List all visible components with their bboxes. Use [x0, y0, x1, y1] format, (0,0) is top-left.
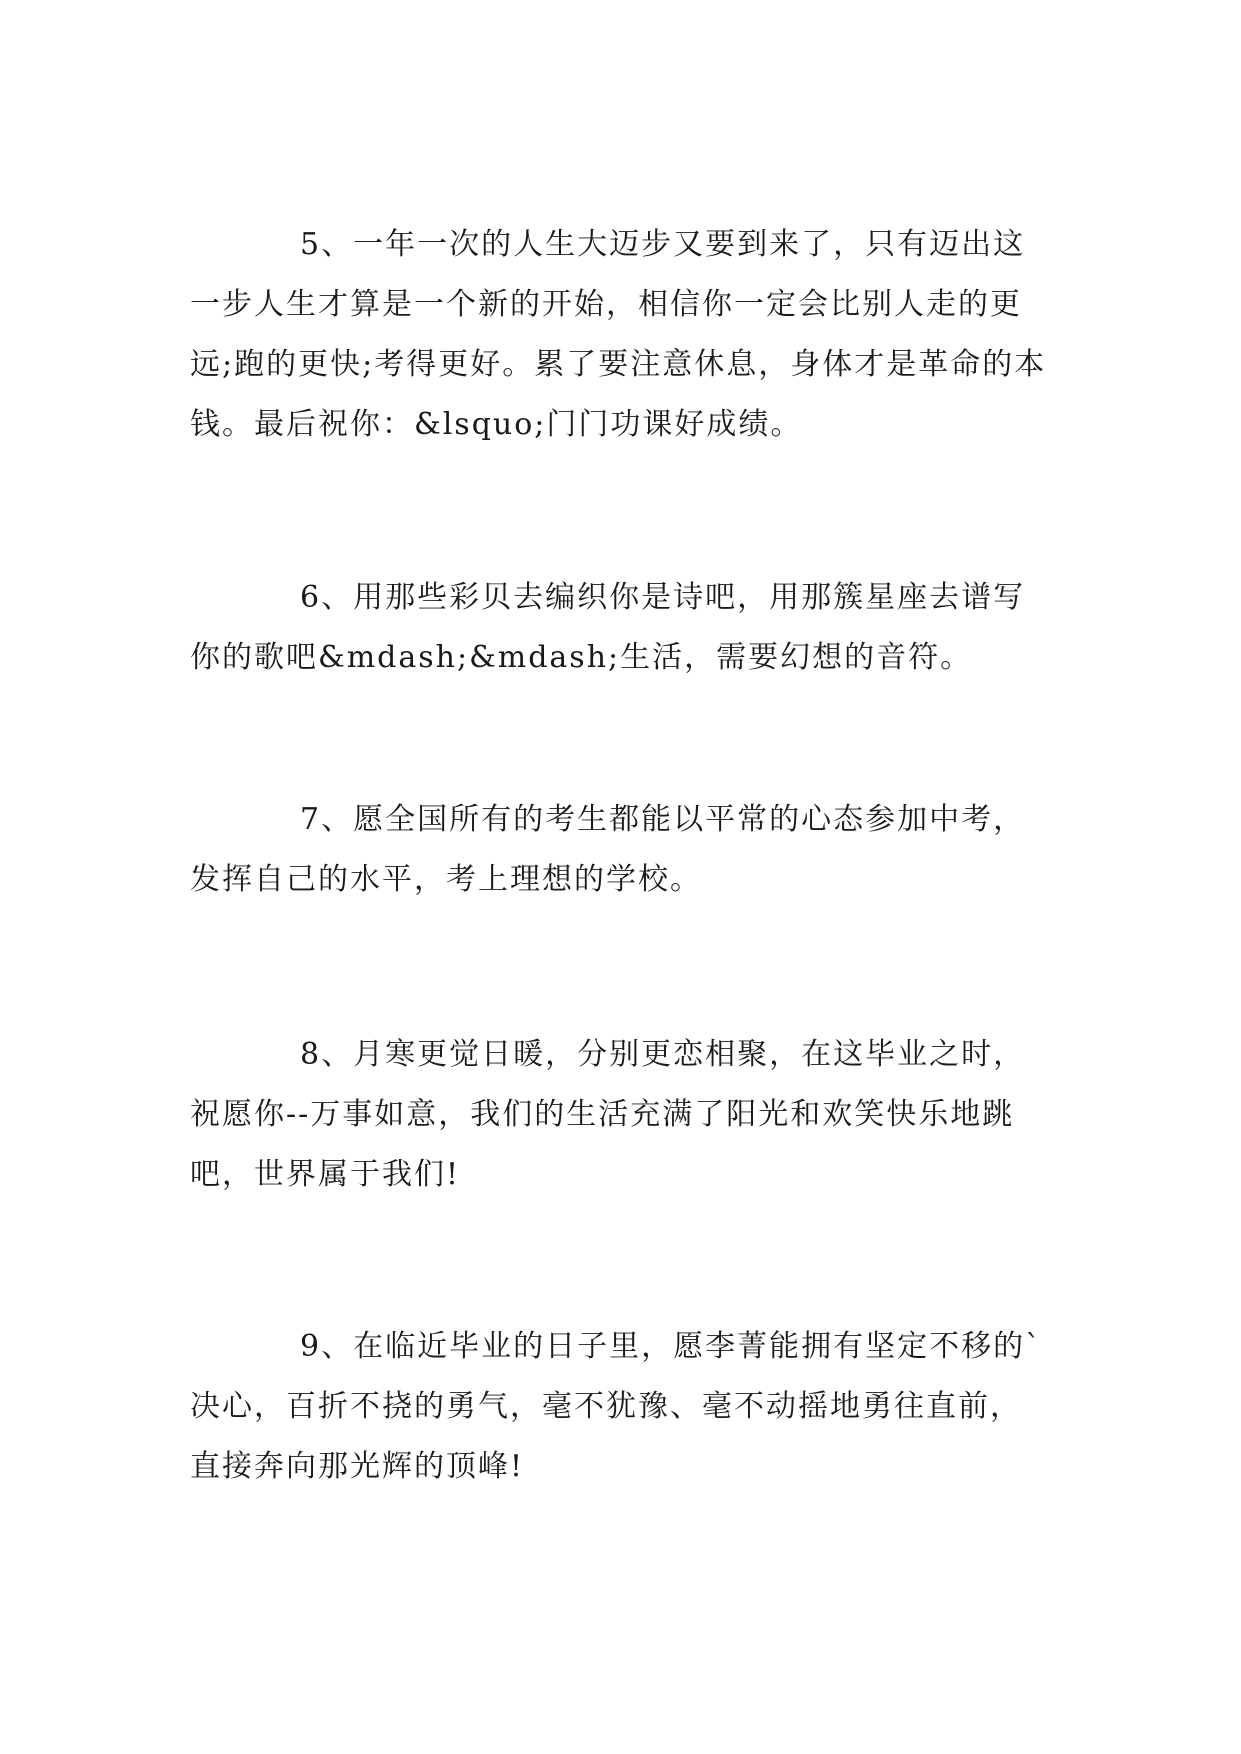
- paragraph-5: 5、一年一次的人生大迈步又要到来了，只有迈出这一步人生才算是一个新的开始，相信你一定会比别人走的更远;跑的更快;考得更好。累了要注意休息，身体才是革命的本钱。最后祝你：&lsquo;门门功课好成绩。: [190, 227, 1047, 442]
- paragraph-8: 8、月寒更觉日暖，分别更恋相聚，在这毕业之时，祝愿你--万事如意，我们的生活充满了阳光和欢笑快乐地跳吧，世界属于我们!: [190, 1037, 1026, 1192]
- paragraph-7: 7、愿全国所有的考生都能以平常的心态参加中考，发挥自己的水平，考上理想的学校。: [190, 802, 1026, 897]
- paragraph-9: 9、在临近毕业的日子里，愿李菁能拥有坚定不移的`决心，百折不挠的勇气，毫不犹豫、毫不动摇地勇往直前，直接奔向那光辉的顶峰!: [190, 1329, 1043, 1484]
- paragraph-6: 6、用那些彩贝去编织你是诗吧，用那簇星座去谱写你的歌吧&mdash;&mdash;生活，需要幻想的音符。: [190, 580, 1026, 675]
